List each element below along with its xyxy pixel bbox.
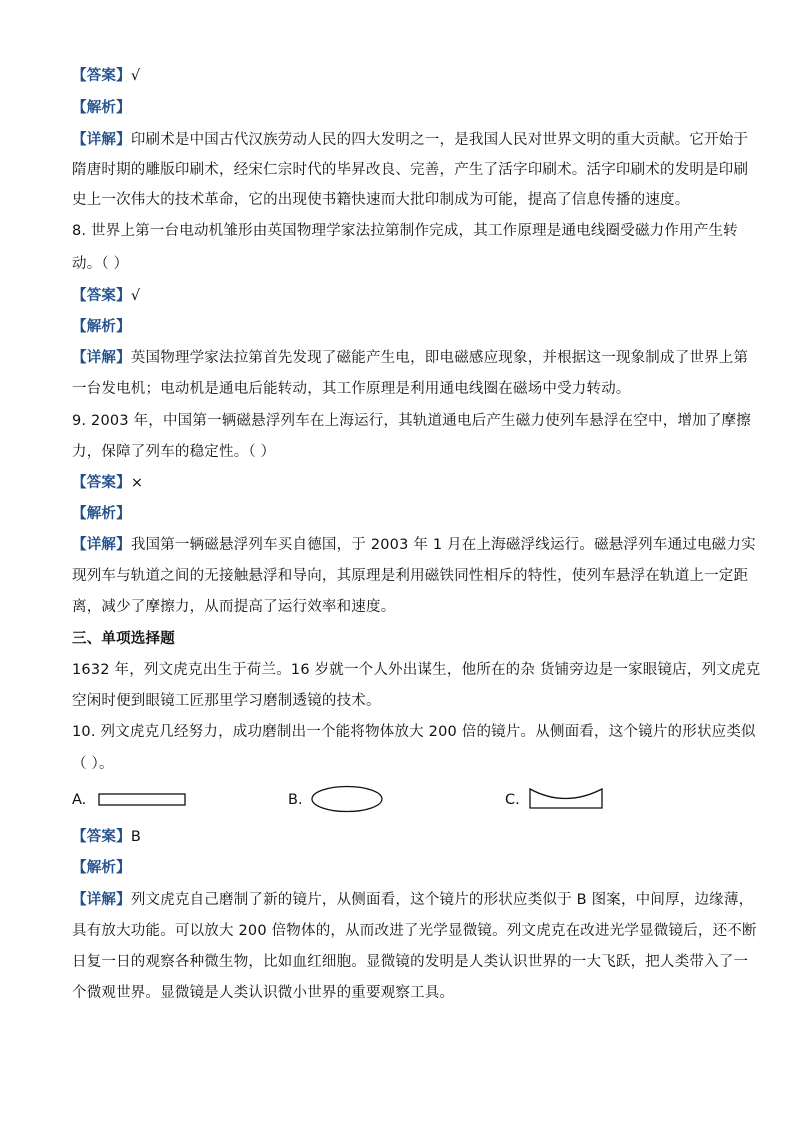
detail-text: 隋唐时期的雕版印刷术，经宋仁宗时代的毕昇改良、完善，产生了活字印刷术。活字印刷术的发明是印刷: [72, 162, 749, 178]
answer-value: ×: [130, 475, 144, 491]
detail-text: 印刷术是中国古代汉族劳动人民的四大发明之一，是我国人民对世界文明的重大贡献。它开始于: [130, 132, 749, 148]
analysis-line: [72, 98, 131, 118]
detail-line: [72, 348, 748, 368]
answer-value: B: [130, 829, 141, 845]
analysis-tag: 【解析】: [72, 860, 131, 876]
analysis-tag: 【解析】: [72, 100, 131, 116]
convex-lens-shape: [309, 784, 385, 814]
answer-value: √: [130, 68, 141, 84]
concave-lens-shape: [527, 786, 607, 812]
answer-line: [72, 286, 140, 306]
analysis-tag: 【解析】: [72, 319, 131, 335]
answer-tag: 【答案】: [72, 829, 131, 845]
detail-tag: 【详解】: [72, 892, 131, 908]
detail-text: 具有放大功能。可以放大 200 倍物体的，从而改进了光学显微镜。列文虎克在改进光学显微镜后，还不断: [72, 923, 757, 939]
question-8-text: 8. 世界上第一台电动机雏形由英国物理学家法拉第制作完成，其工作原理是通电线圈受磁力作用产生转: [72, 223, 738, 239]
analysis-line: [72, 858, 131, 878]
answer-tag: 【答案】: [72, 475, 131, 491]
detail-text: 我国第一辆磁悬浮列车买自德国，于 2003 年 1 月在上海磁浮线运行。磁悬浮列车通过电磁力实: [130, 537, 756, 553]
detail-line: [72, 535, 756, 555]
flat-rectangle-lens-shape: [98, 792, 188, 808]
analysis-tag: 【解析】: [72, 506, 131, 522]
detail-text: 史上一次伟大的技术革命，它的出现使书籍快速而大批印制成为可能，提高了信息传播的速度。: [72, 192, 690, 208]
answer-line: [72, 827, 141, 847]
option-c-label: C.: [505, 792, 520, 808]
question-10-text: 10. 列文虎克几经努力，成功磨制出一个能将物体放大 200 倍的镜片。从侧面看，这个镜片的形状应类似: [72, 724, 756, 740]
answer-line: [72, 66, 140, 86]
detail-text: 离，减少了摩擦力，从而提高了运行效率和速度。: [72, 599, 396, 615]
detail-tag: 【详解】: [72, 350, 131, 366]
question-10-text: （ ）。: [72, 756, 114, 772]
answer-tag: 【答案】: [72, 68, 131, 84]
detail-text: 个微观世界。显微镜是人类认识微小世界的重要观察工具。: [72, 985, 455, 1001]
section-heading: 三、单项选择题: [72, 631, 175, 647]
detail-text: 一台发电机；电动机是通电后能转动，其工作原理是利用通电线圈在磁场中受力转动。: [72, 381, 631, 397]
analysis-line: [72, 504, 131, 524]
detail-line: [72, 130, 748, 150]
option-b-label: B.: [288, 792, 303, 808]
detail-text: 现列车与轨道之间的无接触悬浮和导向，其原理是利用磁铁同性相斥的特性，使列车悬浮在轨道上一定距: [72, 568, 749, 584]
section-intro: 空闲时便到眼镜工匠那里学习磨制透镜的技术。: [72, 693, 381, 709]
question-9-text: 9. 2003 年，中国第一辆磁悬浮列车在上海运行，其轨道通电后产生磁力使列车悬浮在空中，增加了摩擦: [72, 413, 751, 429]
question-9-text: 力，保障了列车的稳定性。（ ）: [72, 444, 276, 460]
detail-text: 日复一日的观察各种微生物，比如血红细胞。显微镜的发明是人类认识世界的一大飞跃，把人类带入了一: [72, 954, 749, 970]
detail-text: 英国物理学家法拉第首先发现了磁能产生电，即电磁感应现象，并根据这一现象制成了世界上第: [130, 350, 749, 366]
answer-line: [72, 473, 143, 493]
answer-tag: 【答案】: [72, 288, 131, 304]
detail-tag: 【详解】: [72, 537, 131, 553]
answer-value: √: [130, 288, 141, 304]
detail-line: [72, 890, 753, 910]
section-intro: 1632 年，列文虎克出生于荷兰。16 岁就一个人外出谋生，他所在的杂 货铺旁边是一家眼镜店，列文虎克: [72, 662, 761, 678]
option-a-label: A.: [72, 792, 87, 808]
question-8-text: 动。（ ）: [72, 256, 129, 272]
detail-tag: 【详解】: [72, 132, 131, 148]
analysis-line: [72, 317, 131, 337]
detail-text: 列文虎克自己磨制了新的镜片，从侧面看，这个镜片的形状应类似于 B 图案，中间厚，边缘薄，: [130, 892, 754, 908]
